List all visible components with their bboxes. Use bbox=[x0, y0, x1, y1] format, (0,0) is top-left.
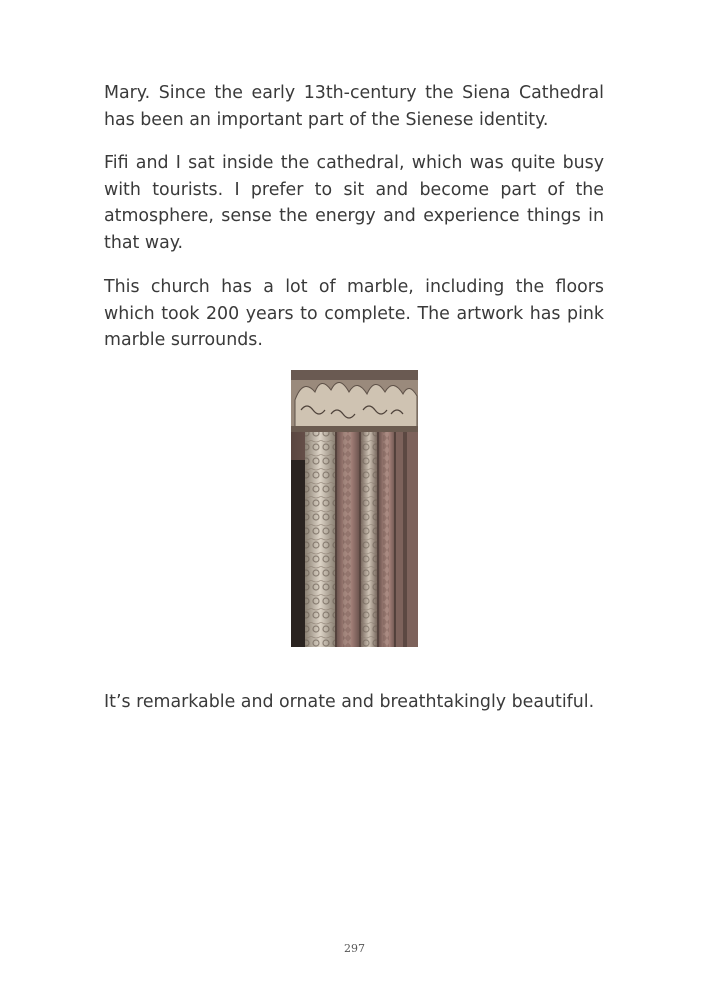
cathedral-column-photo bbox=[291, 370, 418, 647]
paragraph-siena-identity: Mary. Since the early 13th-century the Siena Cathedral has been an important part of the Sienese identity. bbox=[104, 83, 604, 130]
page-number: 297 bbox=[344, 942, 365, 955]
paragraph-marble: This church has a lot of marble, including the floors which took 200 years to complete. The artwork has pink marble surrounds. bbox=[104, 277, 604, 350]
paragraph-sitting-inside: Fifi and I sat inside the cathedral, which was quite busy with tourists. I prefer to sit and become part of the atmosphere, sense the energy and experience things in that way. bbox=[104, 153, 604, 253]
paragraph-remarkable: It’s remarkable and ornate and breathtakingly beautiful. bbox=[104, 692, 595, 712]
